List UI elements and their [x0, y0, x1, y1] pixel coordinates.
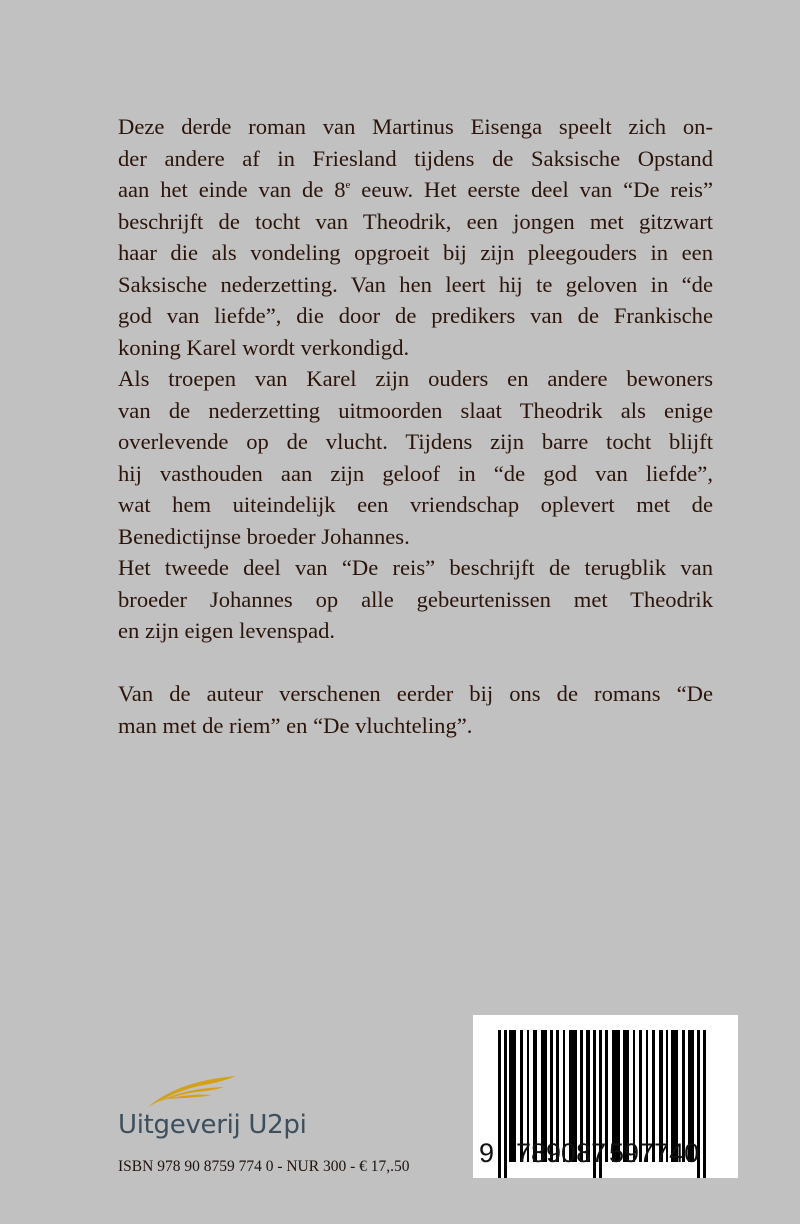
barcode-right-digits: 597740 [609, 1138, 700, 1168]
text-line: Het tweede deel van “De reis” beschrijft de terugblik van [118, 555, 713, 580]
text-line: aan het einde van de 8e eeuw. Het eerste deel van “De reis” [118, 177, 714, 202]
text-line: haar die als vondeling opgroeit bij zijn pleegouders in een [118, 240, 713, 265]
blurb-paragraph-4 [118, 678, 713, 741]
paragraph-gap [118, 647, 713, 679]
text-line: hij vasthouden aan zijn geloof in “de god van liefde”, [118, 460, 713, 486]
text-line: Deze derde roman van Martinus Eisenga speelt zich on- [118, 114, 713, 139]
text-line: Saksische nederzetting. Van hen leert hij te geloven in “de [118, 271, 713, 297]
text-line: koning Karel wordt verkondigd. [118, 334, 410, 360]
blurb-paragraph-2 [118, 363, 713, 552]
publisher-logo [118, 1074, 318, 1150]
blurb-text [118, 111, 713, 741]
isbn-barcode [473, 1015, 738, 1178]
publisher-name: Uitgeverij U2pi [118, 1110, 307, 1140]
text-line: van de nederzetting uitmoorden slaat Theodrik als enige [118, 397, 713, 423]
text-line: man met de riem” en “De vluchteling”. [118, 712, 473, 738]
text-line: Als troepen van Karel zijn ouders en andere bewoners [118, 366, 713, 391]
text-line: der andere af in Friesland tijdens de Saksische Opstand [118, 145, 713, 171]
text-line: wat hem uiteindelijk een vriendschap oplevert met de [118, 492, 713, 517]
blurb-paragraph-1 [118, 111, 713, 363]
isbn-price-line: ISBN 978 90 8759 774 0 - NUR 300 - € 17,.50 [118, 1158, 410, 1175]
text-line: Van de auteur verschenen eerder bij ons de romans “De [118, 681, 713, 706]
barcode-left-digits: 789087 [516, 1138, 607, 1168]
text-line: Benedictijnse broeder Johannes. [118, 523, 410, 549]
text-line: god van liefde”, die door de predikers van de Frankische [118, 303, 713, 328]
text-line: en zijn eigen levenspad. [118, 618, 336, 643]
blurb-paragraph-3 [118, 552, 713, 647]
golden-wing-icon [146, 1074, 238, 1108]
ordinal-superscript: e [345, 179, 351, 191]
text-line: overlevende op de vlucht. Tijdens zijn barre tocht blijft [118, 429, 713, 454]
barcode-first-digit: 9 [479, 1138, 495, 1168]
text-line: broeder Johannes op alle gebeurtenissen met Theodrik [118, 586, 713, 612]
text-line: beschrijft de tocht van Theodrik, een jongen met gitzwart [118, 208, 713, 234]
